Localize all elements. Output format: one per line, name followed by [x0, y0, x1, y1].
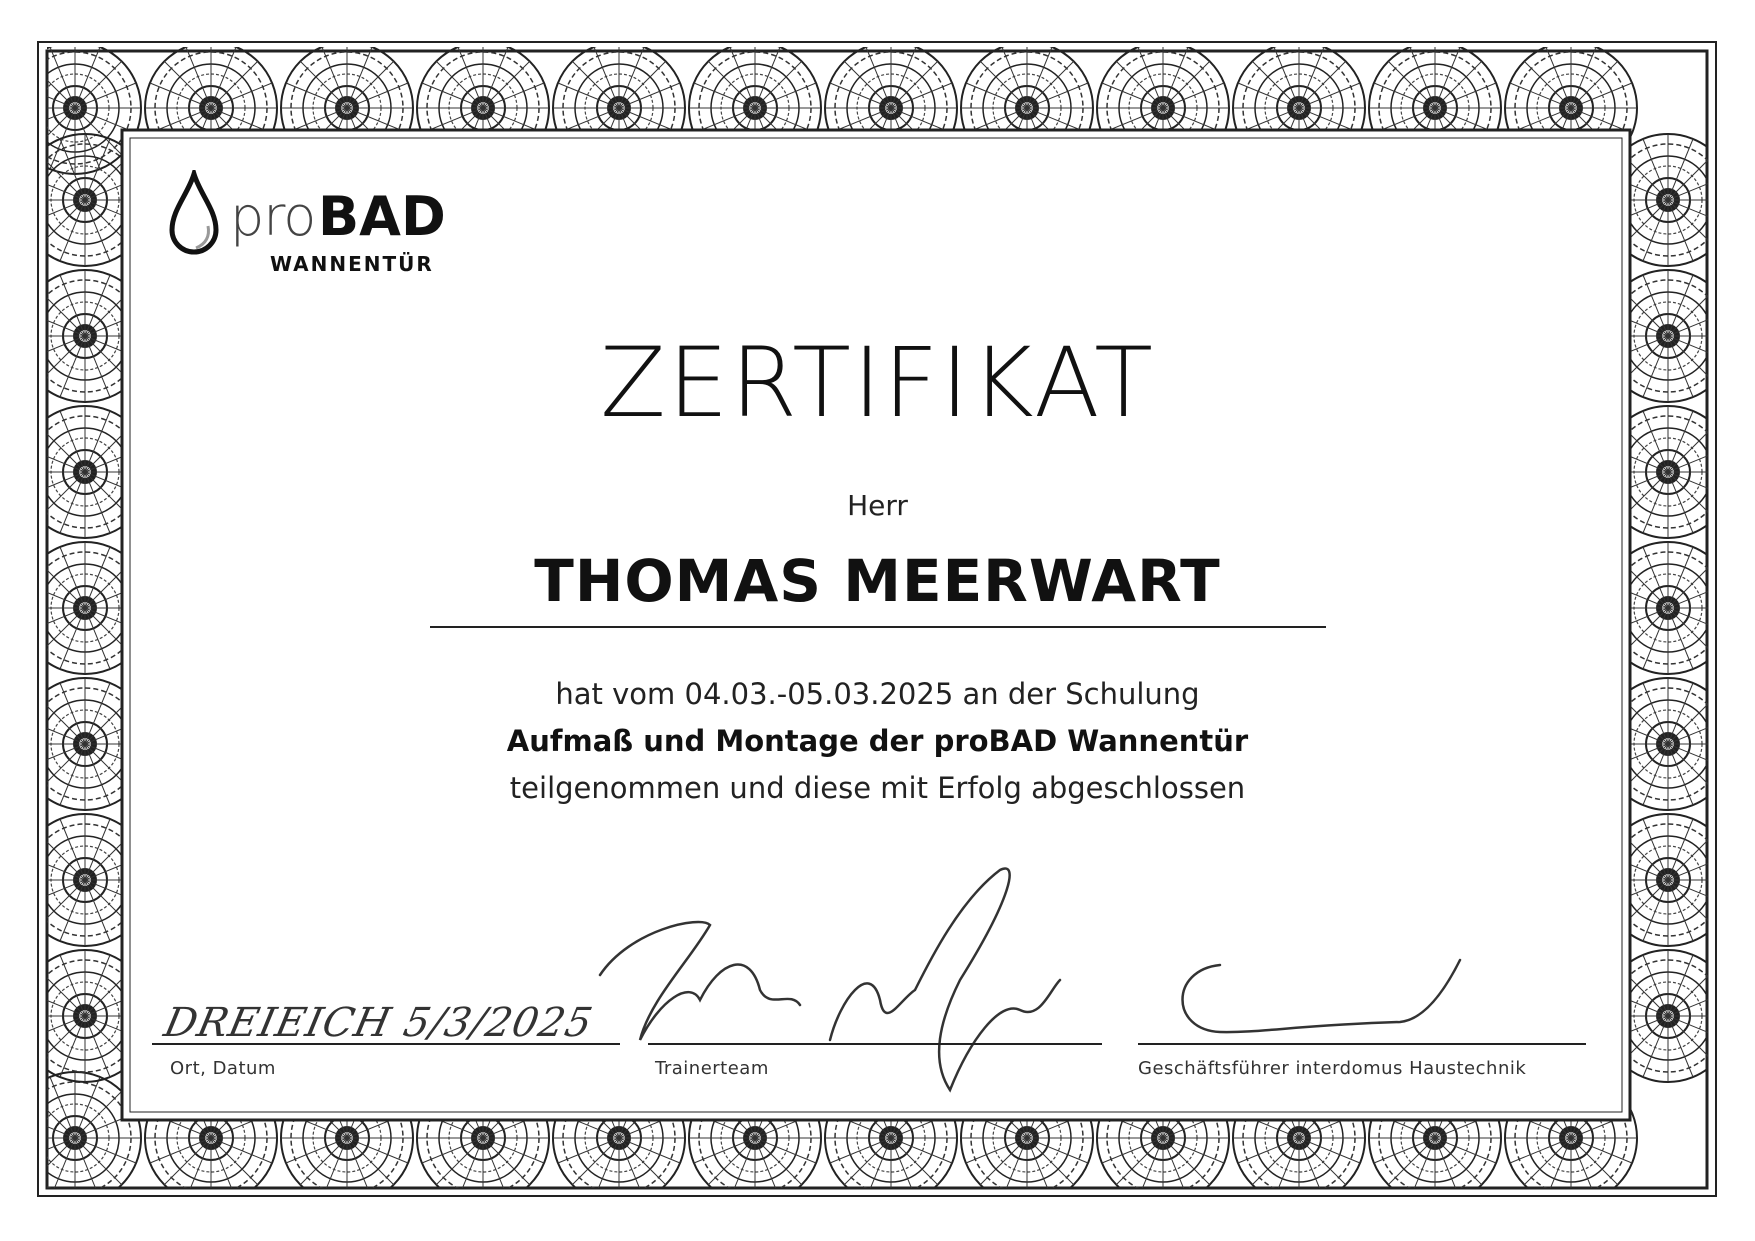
- trainer-line: [648, 1043, 1102, 1045]
- handwritten-place-date: DREIEICH 5/3/2025: [160, 1000, 597, 1046]
- ceo-signature: [1183, 960, 1461, 1032]
- trainer-signature-1: [600, 922, 800, 1040]
- logo-subtitle: WANNENTÜR: [270, 252, 434, 276]
- recipient-name: THOMAS MEERWART: [534, 547, 1221, 615]
- place-date-label: Ort, Datum: [170, 1058, 276, 1079]
- place-date-line: [152, 1043, 620, 1045]
- certificate-title: ZERTIFIKAT: [600, 327, 1155, 439]
- course-date-line: hat vom 04.03.-05.03.2025 an der Schulung: [555, 677, 1200, 711]
- salutation: Herr: [847, 489, 908, 522]
- ceo-line: [1138, 1043, 1586, 1045]
- trainer-signature-2: [830, 868, 1060, 1090]
- completion-line: teilgenommen und diese mit Erfolg abgeschlossen: [509, 771, 1246, 805]
- trainer-label: Trainerteam: [655, 1058, 769, 1079]
- logo-brand-main: BAD: [318, 185, 446, 248]
- ceo-label: Geschäftsführer interdomus Haustechnik: [1138, 1058, 1527, 1079]
- logo-brand-prefix: pro: [230, 185, 316, 248]
- course-name: Aufmaß und Montage der proBAD Wannentür: [506, 724, 1249, 758]
